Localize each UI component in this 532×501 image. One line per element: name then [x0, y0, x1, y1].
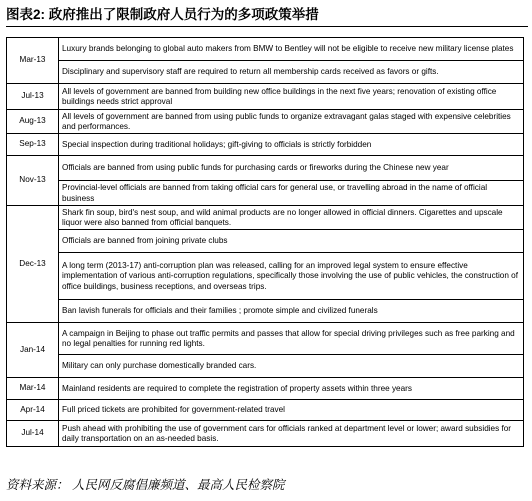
- policy-cell: Full priced tickets are prohibited for government-related travel: [59, 400, 524, 421]
- source-note: 资料来源： 人民网反腐倡廉频道、最高人民检察院: [6, 478, 285, 492]
- table-row: [7, 206, 524, 230]
- date-cell: Nov-13: [7, 156, 59, 206]
- figure-title: 图表2: 政府推出了限制政府人员行为的多项政策举措: [6, 3, 528, 27]
- table-row: [7, 323, 524, 355]
- policy-cell: All levels of government are banned from using public funds to organize extravagant galas staged with expensive celebrities and performances.: [59, 110, 524, 134]
- policy-cell: Luxury brands belonging to global auto makers from BMW to Bentley will not be eligible to receive new military license plates: [59, 38, 524, 61]
- table-row: [7, 38, 524, 61]
- table-row: [7, 253, 524, 300]
- table-row: [7, 84, 524, 110]
- table-row: [7, 355, 524, 378]
- date-cell: Mar-13: [7, 38, 59, 84]
- policy-cell: All levels of government are banned from building new office buildings in the next five years; renovation of existing office buildings needs strict approval: [59, 84, 524, 110]
- policy-cell: Ban lavish funerals for officials and their families ; promote simple and civilized funerals: [59, 300, 524, 323]
- date-cell: Sep-13: [7, 134, 59, 156]
- policy-cell: Special inspection during traditional holidays; gift-giving to officials is strictly forbidden: [59, 134, 524, 156]
- table-row: [7, 378, 524, 400]
- table-row: [7, 300, 524, 323]
- date-cell: Aug-13: [7, 110, 59, 134]
- policy-cell: Shark fin soup, bird's nest soup, and wild animal products are no longer allowed in official dinners. Cigarettes and upscale liquor were also banned from official banquets.: [59, 206, 524, 230]
- table-row: [7, 421, 524, 447]
- policy-cell: Mainland residents are required to complete the registration of property assets within three years: [59, 378, 524, 400]
- table-row: [7, 181, 524, 206]
- table-row: [7, 61, 524, 84]
- date-cell: Jan-14: [7, 323, 59, 378]
- table-row: [7, 156, 524, 181]
- date-cell: Apr-14: [7, 400, 59, 421]
- policy-cell: A campaign in Beijing to phase out traffic permits and passes that allow for special driving privileges such as free parking and no legal penalties for running red lights.: [59, 323, 524, 355]
- policy-cell: Officials are banned from using public funds for purchasing cards or fireworks during the Chinese new year: [59, 156, 524, 181]
- date-cell: Jul-14: [7, 421, 59, 447]
- date-cell: Mar-14: [7, 378, 59, 400]
- date-cell: Jul-13: [7, 84, 59, 110]
- policy-cell: Provincial-level officials are banned from taking official cars for general use, or travelling abroad in the name of official business: [59, 181, 524, 206]
- policy-cell: Military can only purchase domestically branded cars.: [59, 355, 524, 378]
- date-cell: Dec-13: [7, 206, 59, 323]
- policy-cell: Officials are banned from joining private clubs: [59, 230, 524, 253]
- policy-cell: Push ahead with prohibiting the use of government cars for officials ranked at department level or lower; award subsidies for daily transportation on an as-needed basis.: [59, 421, 524, 447]
- policy-table: [6, 37, 524, 447]
- table-row: [7, 134, 524, 156]
- table-row: [7, 400, 524, 421]
- table-row: [7, 110, 524, 134]
- table-row: [7, 230, 524, 253]
- policy-cell: A long term (2013-17) anti-corruption plan was released, calling for an improved legal system to ensure effective implementation of various anti-corruption regulations, specifically those involving the use of public vehicles, the construction of office buildings, business receptions, and overseas trips.: [59, 253, 524, 300]
- policy-cell: Disciplinary and supervisory staff are required to return all membership cards received as favors or gifts.: [59, 61, 524, 84]
